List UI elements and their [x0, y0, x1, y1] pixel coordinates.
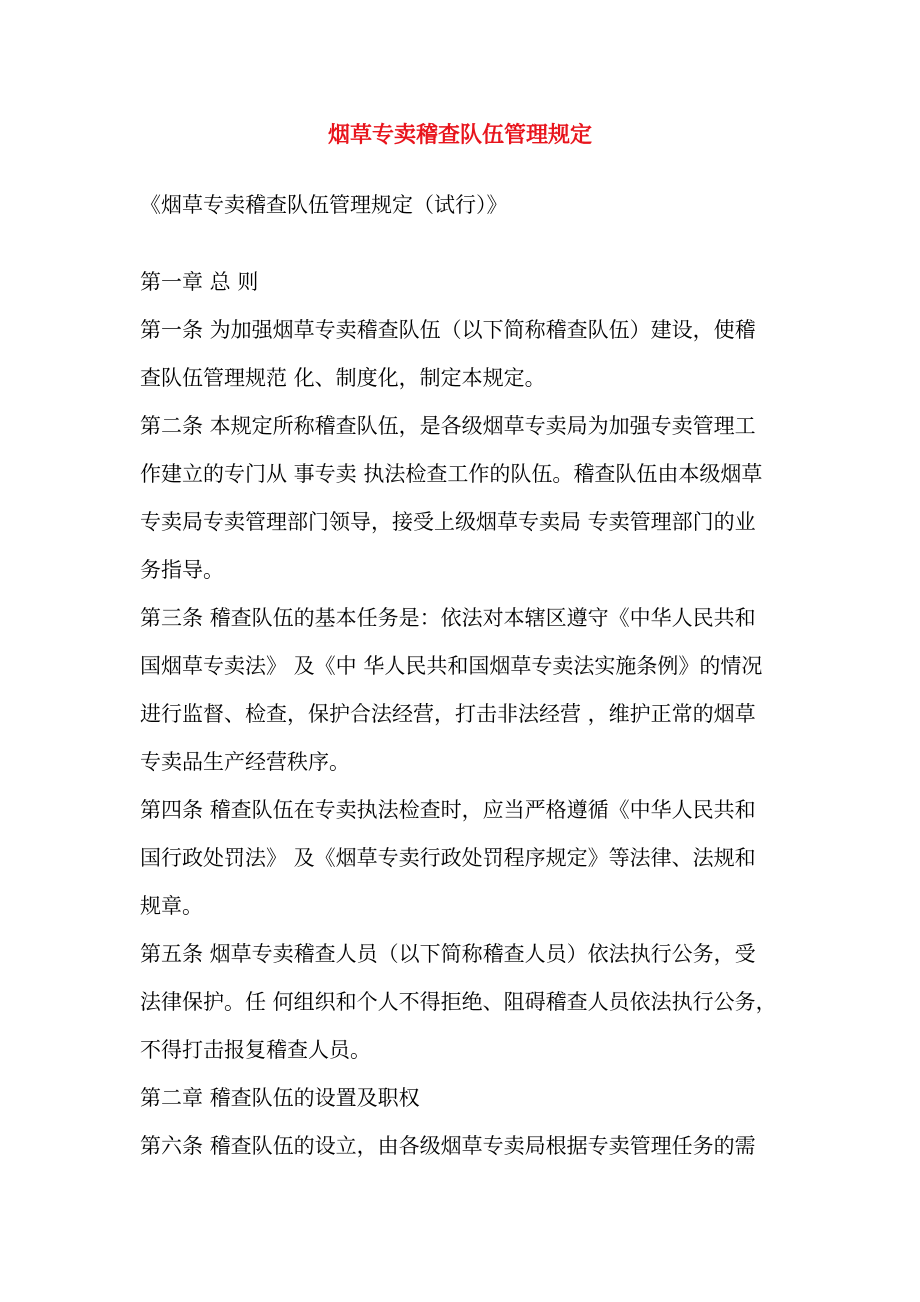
- article-2-line-1: 第二条 本规定所称稽查队伍，是各级烟草专卖局为加强专卖管理工: [140, 414, 756, 438]
- article-1-line-2: 查队伍管理规范 化、制度化，制定本规定。: [140, 366, 546, 390]
- chapter-2-heading: 第二章 稽查队伍的设置及职权: [140, 1086, 420, 1110]
- article-4-line-2: 国行政处罚法》 及《烟草专卖行政处罚程序规定》等法律、法规和: [140, 846, 756, 870]
- article-4-line-1: 第四条 稽查队伍在专卖执法检查时，应当严格遵循《中华人民共和: [140, 798, 756, 822]
- article-3-line-3: 进行监督、检查，保护合法经营，打击非法经营 ，维护正常的烟草: [140, 702, 756, 726]
- article-3-line-1: 第三条 稽查队伍的基本任务是：依法对本辖区遵守《中华人民共和: [140, 606, 756, 630]
- document-body: [140, 258, 800, 1170]
- article-4-line-3: 规章。: [140, 894, 203, 918]
- article-2-line-3: 专卖局专卖管理部门领导，接受上级烟草专卖局 专卖管理部门的业: [140, 510, 756, 534]
- document-subtitle: 《烟草专卖稽查队伍管理规定（试行）》: [140, 193, 508, 217]
- article-3-line-4: 专卖品生产经营秩序。: [140, 750, 350, 774]
- article-6-line-1: 第六条 稽查队伍的设立，由各级烟草专卖局根据专卖管理任务的需: [140, 1134, 756, 1158]
- article-1-line-1: 第一条 为加强烟草专卖稽查队伍（以下简称稽查队伍）建设，使稽: [140, 318, 756, 342]
- article-5-line-2: 法律保护。任 何组织和个人不得拒绝、阻碍稽查人员依法执行公务，: [140, 990, 777, 1014]
- article-5-line-3: 不得打击报复稽查人员。: [140, 1038, 371, 1062]
- article-5-line-1: 第五条 烟草专卖稽查人员（以下简称稽查人员）依法执行公务，受: [140, 942, 756, 966]
- article-3-line-2: 国烟草专卖法》 及《中 华人民共和国烟草专卖法实施条例》的情况: [140, 654, 763, 678]
- article-2-line-4: 务指导。: [140, 558, 224, 582]
- document-title: 烟草专卖稽查队伍管理规定: [327, 123, 592, 148]
- article-2-line-2: 作建立的专门从 事专卖 执法检查工作的队伍。稽查队伍由本级烟草: [140, 462, 763, 486]
- chapter-1-heading: 第一章 总 则: [140, 270, 259, 294]
